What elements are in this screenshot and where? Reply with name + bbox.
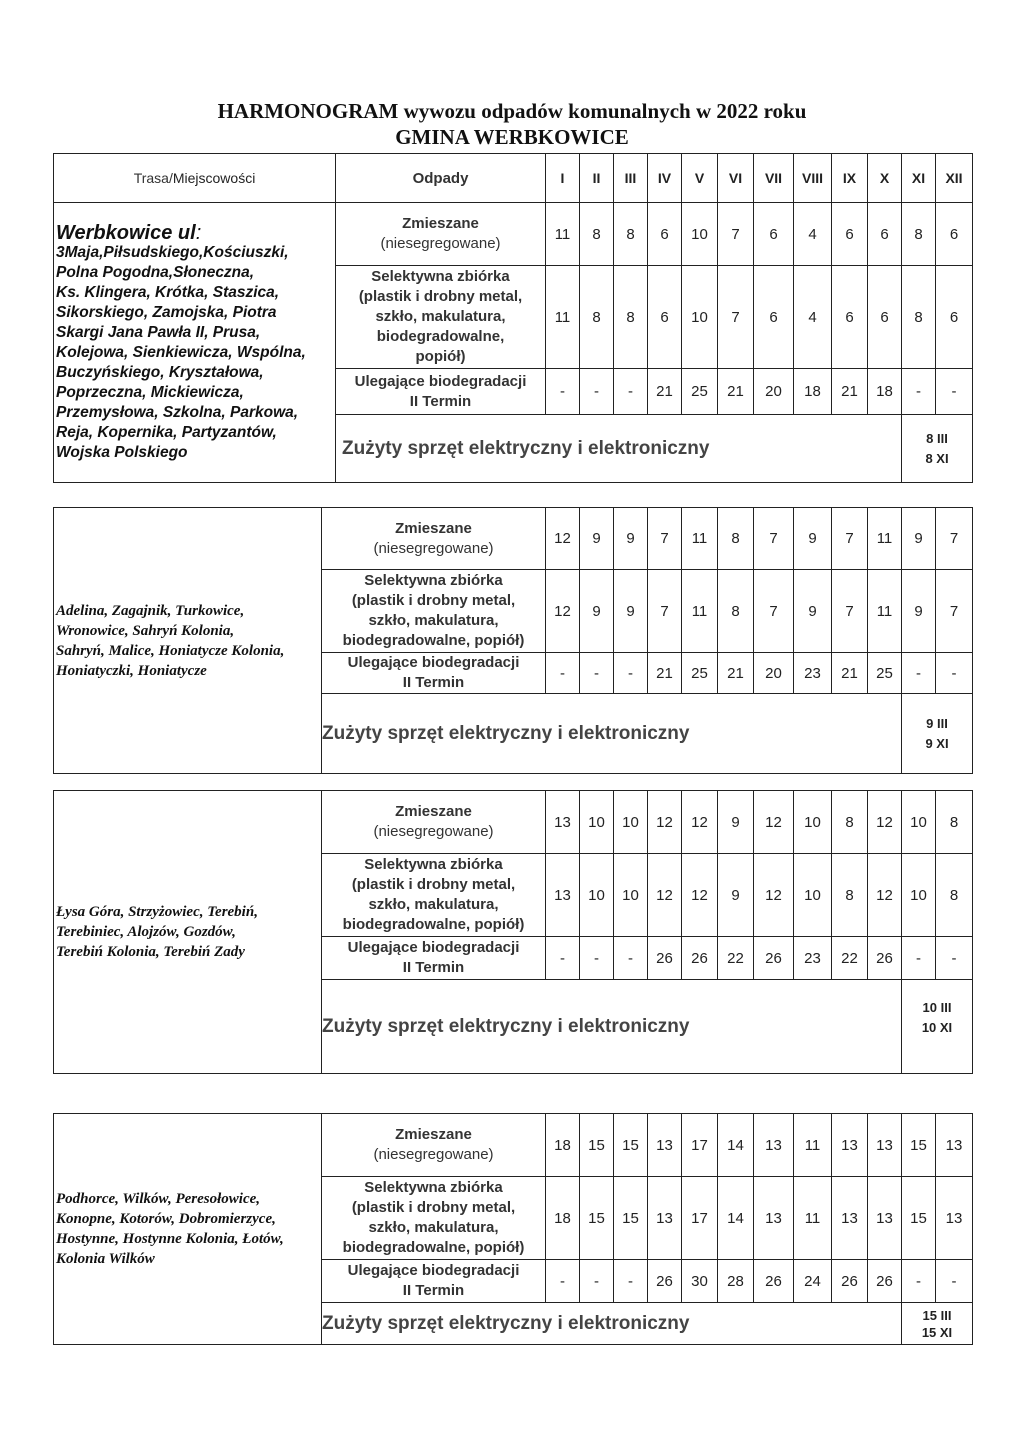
document-title	[0, 98, 1024, 150]
schedule-table-4	[53, 1113, 973, 1345]
electronics-dates: 10 III 10 XI	[902, 980, 973, 1074]
selective-value: 7	[832, 570, 868, 653]
selective-value: 15	[902, 1177, 936, 1260]
selective-value: 6	[936, 266, 973, 369]
selective-value: 13	[546, 854, 580, 937]
selective-value: 9	[902, 570, 936, 653]
mixed-value: 17	[682, 1114, 718, 1177]
bio-value: 24	[794, 1260, 832, 1303]
place-line: Sahryń, Malice, Honiatycze Kolonia,	[56, 642, 285, 659]
selective-value: 13	[936, 1177, 973, 1260]
month-header: VI	[718, 154, 754, 203]
bio-value: -	[546, 369, 580, 415]
mixed-value: 9	[902, 508, 936, 570]
mixed-waste-row	[54, 203, 973, 266]
route-head: Werbkowice ul:	[56, 221, 202, 244]
mixed-value: 6	[936, 203, 973, 266]
mixed-value: 10	[794, 791, 832, 854]
mixed-value: 7	[754, 508, 794, 570]
mixed-value: 15	[580, 1114, 614, 1177]
month-header: VII	[754, 154, 794, 203]
selective-value: 7	[718, 266, 754, 369]
selective-value: 10	[902, 854, 936, 937]
street-line: Ks. Klingera, Krótka, Staszica,	[56, 283, 280, 301]
selective-value: 15	[580, 1177, 614, 1260]
route-cell	[54, 508, 322, 774]
mixed-value: 6	[868, 203, 902, 266]
schedule-table-3	[53, 790, 973, 1074]
mixed-value: 18	[546, 1114, 580, 1177]
month-header: VIII	[794, 154, 832, 203]
bio-value: -	[614, 369, 648, 415]
mixed-value: 11	[868, 508, 902, 570]
place-line: Hostynne, Hostynne Kolonia, Łotów,	[56, 1231, 284, 1247]
mixed-value: 6	[648, 203, 682, 266]
bio-value: 21	[648, 369, 682, 415]
mixed-waste-row	[54, 791, 973, 854]
bio-value: -	[614, 1260, 648, 1303]
mixed-value: 10	[902, 791, 936, 854]
selective-value: 12	[682, 854, 718, 937]
mixed-value: 6	[754, 203, 794, 266]
mixed-value: 14	[718, 1114, 754, 1177]
bio-value: 22	[718, 937, 754, 980]
selective-value: 11	[682, 570, 718, 653]
mixed-value: 8	[614, 203, 648, 266]
bio-value: -	[546, 937, 580, 980]
selective-value: 13	[754, 1177, 794, 1260]
bio-value: -	[902, 937, 936, 980]
selective-value: 11	[794, 1177, 832, 1260]
bio-value: 25	[682, 369, 718, 415]
bio-waste-label: Ulegające biodegradacji II Termin	[322, 937, 546, 980]
route-cell	[54, 791, 322, 1074]
bio-value: -	[580, 653, 614, 694]
month-header: II	[580, 154, 614, 203]
place-line: Konopne, Kotorów, Dobromierzyce,	[56, 1211, 276, 1227]
bio-value: 23	[794, 937, 832, 980]
bio-value: 21	[832, 369, 868, 415]
mixed-value: 12	[682, 791, 718, 854]
bio-value: 20	[754, 369, 794, 415]
selective-value: 8	[580, 266, 614, 369]
bio-value: 26	[754, 937, 794, 980]
selective-value: 18	[546, 1177, 580, 1260]
bio-value: 23	[794, 653, 832, 694]
mixed-value: 9	[614, 508, 648, 570]
bio-value: 26	[754, 1260, 794, 1303]
header-row	[54, 154, 973, 203]
street-line: Przemysłowa, Szkolna, Parkowa,	[56, 403, 299, 421]
header-route-cell: Trasa/Miejscowości	[54, 154, 336, 203]
bio-value: 26	[648, 1260, 682, 1303]
bio-value: 28	[718, 1260, 754, 1303]
bio-value: 25	[868, 653, 902, 694]
mixed-waste-label: Zmieszane (niesegregowane)	[336, 203, 546, 266]
bio-value: -	[580, 937, 614, 980]
place-line: Terebiń Kolonia, Terebiń Zady	[56, 944, 245, 960]
mixed-value: 4	[794, 203, 832, 266]
bio-value: -	[902, 653, 936, 694]
bio-value: 20	[754, 653, 794, 694]
bio-value: 21	[718, 653, 754, 694]
month-header: XII	[936, 154, 973, 203]
selective-value: 10	[580, 854, 614, 937]
mixed-waste-label: Zmieszane (niesegregowane)	[322, 791, 546, 854]
place-line: Kolonia Wilków	[56, 1251, 155, 1267]
bio-value: 18	[868, 369, 902, 415]
mixed-waste-label: Zmieszane (niesegregowane)	[322, 1114, 546, 1177]
selective-value: 10	[794, 854, 832, 937]
selective-value: 9	[614, 570, 648, 653]
electronics-label: Zużyty sprzęt elektryczny i elektroniczny	[336, 415, 902, 483]
title-line-1: HARMONOGRAM wywozu odpadów komunalnych w 2022 roku	[217, 99, 807, 123]
schedule-table-2	[53, 507, 973, 774]
bio-value: 22	[832, 937, 868, 980]
place-line: Podhorce, Wilków, Peresołowice,	[56, 1191, 261, 1207]
bio-value: 30	[682, 1260, 718, 1303]
street-line: Kolejowa, Sienkiewicza, Wspólna,	[56, 343, 306, 361]
selective-value: 8	[614, 266, 648, 369]
electronics-label: Zużyty sprzęt elektryczny i elektroniczny	[322, 980, 902, 1074]
mixed-value: 13	[648, 1114, 682, 1177]
selective-value: 12	[546, 570, 580, 653]
mixed-value: 7	[832, 508, 868, 570]
selective-value: 15	[614, 1177, 648, 1260]
mixed-value: 10	[682, 203, 718, 266]
electronics-label: Zużyty sprzęt elektryczny i elektroniczny	[322, 1303, 902, 1345]
electronics-label: Zużyty sprzęt elektryczny i elektroniczny	[322, 694, 902, 774]
selective-value: 9	[580, 570, 614, 653]
mixed-waste-label: Zmieszane (niesegregowane)	[322, 508, 546, 570]
bio-value: -	[614, 937, 648, 980]
bio-value: 21	[718, 369, 754, 415]
bio-value: -	[580, 1260, 614, 1303]
mixed-value: 7	[936, 508, 973, 570]
bio-value: 26	[832, 1260, 868, 1303]
electronics-dates: 9 III 9 XI	[902, 694, 973, 774]
mixed-value: 11	[794, 1114, 832, 1177]
bio-value: -	[580, 369, 614, 415]
selective-value: 17	[682, 1177, 718, 1260]
month-header: IV	[648, 154, 682, 203]
month-header: X	[868, 154, 902, 203]
selective-value: 8	[832, 854, 868, 937]
bio-value: -	[936, 369, 973, 415]
month-header: III	[614, 154, 648, 203]
selective-value: 6	[868, 266, 902, 369]
mixed-waste-row	[54, 508, 973, 570]
bio-value: -	[546, 1260, 580, 1303]
selective-value: 14	[718, 1177, 754, 1260]
bio-value: 21	[648, 653, 682, 694]
mixed-value: 13	[546, 791, 580, 854]
selective-waste-label: Selektywna zbiórka (plastik i drobny metal, szkło, makulatura, biodegradowalne, popiół)	[322, 854, 546, 937]
selective-value: 8	[936, 854, 973, 937]
mixed-value: 9	[794, 508, 832, 570]
header-waste-cell: Odpady	[336, 154, 546, 203]
title-line-2: GMINA WERBKOWICE	[395, 125, 629, 149]
mixed-value: 13	[754, 1114, 794, 1177]
bio-value: 21	[832, 653, 868, 694]
street-line: Polna Pogodna,Słoneczna,	[56, 263, 255, 281]
street-line: Reja, Kopernika, Partyzantów,	[56, 423, 277, 441]
mixed-value: 13	[832, 1114, 868, 1177]
bio-value: 25	[682, 653, 718, 694]
bio-value: -	[902, 1260, 936, 1303]
month-header: V	[682, 154, 718, 203]
mixed-value: 9	[580, 508, 614, 570]
mixed-value: 10	[614, 791, 648, 854]
electronics-dates: 8 III 8 XI	[902, 415, 973, 483]
mixed-value: 8	[832, 791, 868, 854]
place-line: Łysa Góra, Strzyżowiec, Terebiń,	[56, 904, 258, 920]
route-cell	[54, 1114, 322, 1345]
street-line: Sikorskiego, Zamojska, Piotra	[56, 303, 277, 321]
mixed-value: 7	[718, 203, 754, 266]
selective-waste-label: Selektywna zbiórka (plastik i drobny metal, szkło, makulatura, biodegradowalne, popiół)	[322, 570, 546, 653]
selective-value: 12	[648, 854, 682, 937]
place-line: Terebiniec, Alojzów, Gozdów,	[56, 924, 236, 940]
mixed-value: 12	[868, 791, 902, 854]
bio-value: -	[936, 653, 973, 694]
schedule-table-1	[53, 153, 973, 483]
month-header: IX	[832, 154, 868, 203]
mixed-value: 6	[832, 203, 868, 266]
place-line: Adelina, Zagajnik, Turkowice,	[56, 602, 245, 619]
place-line: Wronowice, Sahryń Kolonia,	[56, 622, 235, 639]
selective-value: 8	[718, 570, 754, 653]
selective-value: 10	[682, 266, 718, 369]
street-line: Skargi Jana Pawła II, Prusa,	[56, 323, 261, 341]
selective-value: 6	[754, 266, 794, 369]
bio-waste-label: Ulegające biodegradacji II Termin	[322, 653, 546, 694]
selective-value: 12	[754, 854, 794, 937]
mixed-value: 8	[936, 791, 973, 854]
bio-value: 26	[868, 1260, 902, 1303]
month-header: XI	[902, 154, 936, 203]
street-line: 3Maja,Piłsudskiego,Kościuszki,	[56, 243, 289, 261]
mixed-value: 9	[718, 791, 754, 854]
route-cell	[54, 203, 336, 483]
bio-waste-label: Ulegające biodegradacji II Termin	[336, 369, 546, 415]
selective-value: 13	[832, 1177, 868, 1260]
bio-value: 18	[794, 369, 832, 415]
street-line: Poprzeczna, Mickiewicza,	[56, 383, 244, 401]
mixed-value: 8	[580, 203, 614, 266]
mixed-value: 11	[682, 508, 718, 570]
bio-value: 26	[868, 937, 902, 980]
selective-value: 8	[902, 266, 936, 369]
selective-value: 7	[936, 570, 973, 653]
electronics-dates: 15 III 15 XI	[902, 1303, 973, 1345]
selective-value: 9	[718, 854, 754, 937]
bio-value: 26	[648, 937, 682, 980]
mixed-value: 12	[546, 508, 580, 570]
selective-value: 12	[868, 854, 902, 937]
selective-value: 6	[648, 266, 682, 369]
street-line: Buczyńskiego, Kryształowa,	[56, 363, 264, 381]
selective-value: 10	[614, 854, 648, 937]
place-line: Honiatyczki, Honiatycze	[56, 662, 207, 679]
mixed-value: 11	[546, 203, 580, 266]
bio-value: -	[546, 653, 580, 694]
mixed-waste-row	[54, 1114, 973, 1177]
mixed-value: 15	[902, 1114, 936, 1177]
mixed-value: 10	[580, 791, 614, 854]
bio-value: -	[936, 937, 973, 980]
mixed-value: 12	[754, 791, 794, 854]
mixed-value: 13	[868, 1114, 902, 1177]
selective-value: 11	[546, 266, 580, 369]
selective-value: 9	[794, 570, 832, 653]
bio-waste-label: Ulegające biodegradacji II Termin	[322, 1260, 546, 1303]
bio-value: -	[902, 369, 936, 415]
selective-waste-label: Selektywna zbiórka (plastik i drobny metal, szkło, makulatura, biodegradowalne, popiół)	[322, 1177, 546, 1260]
mixed-value: 15	[614, 1114, 648, 1177]
selective-value: 4	[794, 266, 832, 369]
mixed-value: 8	[902, 203, 936, 266]
mixed-value: 8	[718, 508, 754, 570]
selective-value: 6	[832, 266, 868, 369]
bio-value: 26	[682, 937, 718, 980]
selective-value: 7	[648, 570, 682, 653]
selective-value: 7	[754, 570, 794, 653]
mixed-value: 12	[648, 791, 682, 854]
bio-value: -	[936, 1260, 973, 1303]
mixed-value: 13	[936, 1114, 973, 1177]
selective-waste-label: Selektywna zbiórka (plastik i drobny metal, szkło, makulatura, biodegradowalne, popiół)	[336, 266, 546, 369]
street-line: Wojska Polskiego	[56, 443, 188, 461]
selective-value: 11	[868, 570, 902, 653]
bio-value: -	[614, 653, 648, 694]
selective-value: 13	[868, 1177, 902, 1260]
mixed-value: 7	[648, 508, 682, 570]
selective-value: 13	[648, 1177, 682, 1260]
month-header: I	[546, 154, 580, 203]
